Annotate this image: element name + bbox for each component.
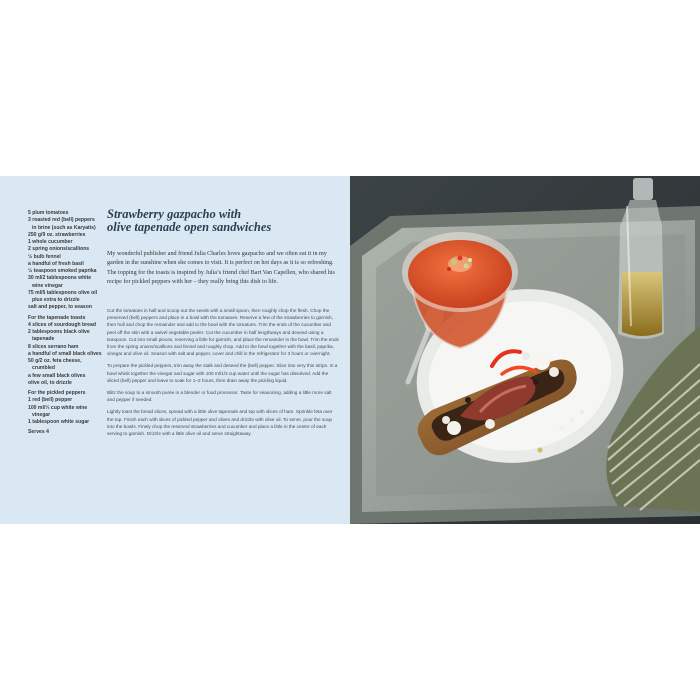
recipe-method: [107, 307, 339, 442]
recipe-page: [0, 176, 350, 524]
ingredient-line: ½ teaspoon smoked paprika: [28, 268, 97, 274]
ingredient-line: olive oil, to drizzle: [28, 379, 72, 386]
book-spread: [0, 176, 700, 524]
ingredients-list: [28, 210, 102, 437]
ingredient-line: 2 spring onions/scallions: [28, 246, 90, 253]
ingredient-line: 30 ml/2 tablespoons white: [28, 275, 92, 282]
recipe-intro: My wonderful publisher and friend Julia Charles loves gazpacho and we often eat it in my garden in the sunshine when she comes to visit. It is perfect on hot days as it is so refreshing. The topping for the toasts is inspired by Julia’s friend chef Bart Van Capellen, who shared his recipe for pickled peppers with her – they really bring this dish to life.: [107, 251, 335, 285]
ingredient-section-heading: For the tapenade toasts: [28, 314, 86, 321]
ingredient-line: 2 tablespoons black olive: [28, 329, 90, 335]
method-step: Blitz the soup to a smooth purée in a blender or food processor. Taste for seasoning, adding a little more salt and pepper if needed.: [107, 390, 332, 403]
ingredient-line: 4 slices of sourdough bread: [28, 321, 96, 328]
ingredient-line: a handful of small black olives: [28, 350, 102, 357]
food-photo: [350, 176, 700, 524]
ingredient-line: 8 slices serrano ham: [28, 343, 79, 350]
servings: Serves 4: [28, 429, 49, 436]
ingredient-line: in brine (such as Karyatis): [32, 224, 96, 231]
recipe-title-line-2: olive tapenade open sandwiches: [107, 220, 272, 234]
ingredient-line: 1 red (bell) pepper: [28, 397, 73, 404]
method-step: To prepare the pickled peppers, trim away the stalk and deseed the (bell) pepper. Slice into very thin strips. In a bowl whisk together the vinegar and sugar with 100 ml/1/3 cup water until the sugar has dissolved. Add the sliced (bell) pepper and leave to soak for 1–2 hours, then drain away the pickling liquid.: [107, 363, 338, 383]
ingredient-line: salt and pepper, to season: [28, 304, 92, 311]
ingredient-section-heading: For the pickled peppers: [28, 390, 86, 396]
ingredient-line: 100 ml/⅓ cup white wine: [28, 404, 88, 411]
ingredient-line: tapenade: [32, 336, 55, 343]
ingredient-line: 50 g/2 oz. feta cheese,: [28, 358, 82, 364]
ingredient-line: 1 whole cucumber: [28, 239, 73, 245]
ingredient-line: crumbled: [32, 365, 55, 372]
ingredient-line: wine vinegar: [32, 282, 63, 289]
ingredient-line: 3 roasted red (bell) peppers: [28, 217, 95, 224]
ingredient-line: 250 g/9 oz. strawberries: [28, 231, 86, 238]
ingredient-line: a handful of fresh basil: [28, 260, 84, 267]
recipe-title-line-1: Strawberry gazpacho with: [107, 207, 242, 221]
ingredient-line: 1 tablespoon white sugar: [28, 419, 90, 425]
ingredient-line: ½ bulb fennel: [28, 253, 61, 260]
ingredient-line: 5 plum tomatoes: [28, 210, 69, 216]
method-step: Lightly toast the bread slices, spread with a little olive tapenade and top with slices of ham. Sprinkle feta over the top. Finish each with slices of pickled pepper and olives and drizzle with olive oil. To serve, pour the soup into the bowls. Finely chop the reserved strawberries and cucumber and place a little in the centre of each serving to garnish. Drizzle with a little olive oil and serve straightaway.: [107, 409, 333, 437]
ingredient-line: plus extra to drizzle: [32, 297, 80, 303]
ingredient-line: a few small black olives: [28, 372, 86, 379]
photo-page: [350, 176, 700, 524]
method-step: Cut the tomatoes in half and scoop out the seeds with a small spoon, then roughly chop the flesh. Chop the preserved (bell) peppers and place in a bowl with the tomatoes. Reserve a few of the strawberries to garnish, then hull and chop the remainder and add to the bowl with the tomatoes. Trim the ends of the cucumber and peel off the skin with a swivel vegetable peeler. Cut the cucumber in half lengthways and deseed using a teaspoon. Cut into small pieces, reserving a little for garnish, and place the remainder in the bowl. Trim the ends from the spring onions/scallions and fennel and roughly chop. Add to the bowl together with the basil, paprika, vinegar and olive oil. Season with salt and pepper, cover and chill in the refrigerator for 3 hours or overnight.: [107, 308, 339, 357]
ingredient-line: vinegar: [32, 411, 51, 418]
ingredient-line: 75 ml/5 tablespoons olive oil: [28, 289, 98, 296]
recipe-title: [107, 208, 339, 234]
